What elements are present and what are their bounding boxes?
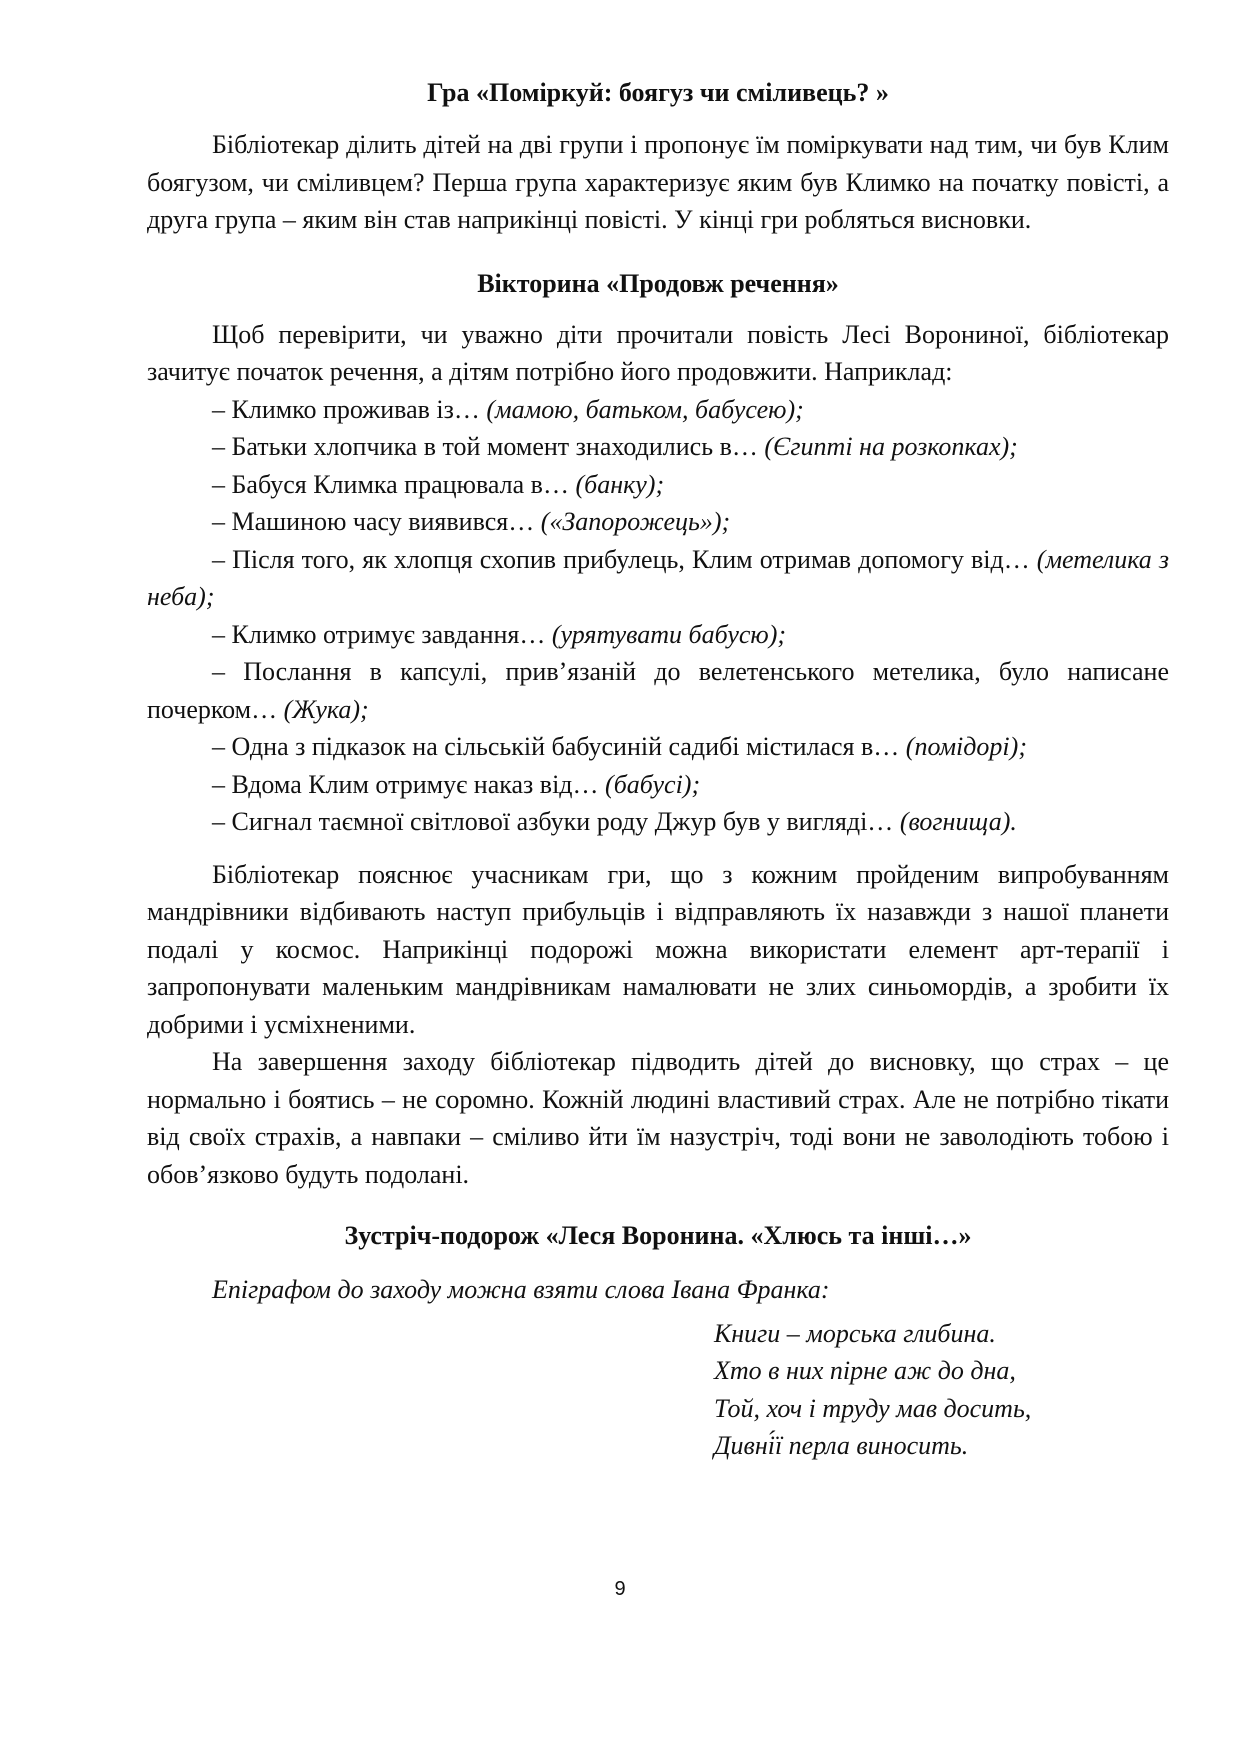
quiz-answer: (Жука); [283,694,369,724]
quiz-answer: (вогнища). [899,807,1017,836]
list-item [147,466,1169,504]
list-item [147,616,1169,654]
section-title-game: Гра «Поміркуй: боягуз чи сміливець? » [427,78,889,107]
poem-line: Хто в них пірне аж до дна, [714,1356,1016,1385]
quiz-answer: (мамою, батьком, бабусею); [486,394,804,424]
quiz-prompt: – Машиною часу виявився… [212,507,541,536]
quiz-answer: (помідорі); [905,732,1027,761]
poem-line: Дивні́ї перла виносить. [714,1431,969,1460]
list-item [147,541,1169,616]
list-item [147,391,1169,429]
quiz-answer: (урятувати бабусю); [551,619,787,649]
quiz-list [147,391,1169,841]
quiz-prompt: – Послання в капсулі, прив’язаній до велетенського метелика, було написане почерком… [147,657,1169,724]
list-item [147,428,1169,466]
poem-line: Книги – морська глибина. [714,1318,996,1348]
explanation-paragraph: Бібліотекар пояснює учасникам гри, що з кожним пройденим випробуванням мандрівники відбивають наступ прибульців і відправляють їх назавжди з нашої планети подалі у космос. Наприкінці подорожі можна використати елемент арт-терапії і запропонувати маленьким мандрівникам намалювати не злих синьомордів, а зробити їх добрими і усміхненими. [147,859,1169,1039]
quiz-answer: (метелика з неба); [147,544,1169,611]
list-item [147,766,1169,804]
list-item [147,803,1169,841]
list-item [147,653,1169,728]
quiz-answer: (банку); [575,469,665,499]
poem-line: Той, хоч і труду мав досить, [714,1393,1032,1423]
list-item [147,503,1169,541]
quiz-prompt: – Батьки хлопчика в той момент знаходились в… [212,432,765,461]
quiz-prompt: – Одна з підказок на сільській бабусиній садибі містилася в… [212,732,906,761]
quiz-answer: (Єгипті на розкопках); [764,432,1018,461]
game-paragraph: Бібліотекар ділить дітей на дві групи і пропонує їм поміркувати над тим, чи був Клим боягузом, чи сміливцем? Перша група характеризує яким був Климко на початку повісті, а друга група – яким він став наприкінці повісті. У кінці гри робляться висновки. [147,130,1169,234]
document-page [147,74,1169,1465]
quiz-answer: («Запорожець»); [540,507,731,536]
quiz-prompt: – Климко отримує завдання… [212,619,552,649]
section-title-quiz: Вікторина «Продовж речення» [477,268,839,298]
epigraph-intro: Епіграфом до заходу можна взяти слова Івана Франка: [212,1275,830,1304]
quiz-prompt: – Бабуся Климка працювала в… [212,469,576,499]
quiz-prompt: – Вдома Клим отримує наказ від… [212,769,606,799]
list-item [147,728,1169,766]
quiz-prompt: – Після того, як хлопця схопив прибулець, Клим отримав допомогу від… [212,544,1037,574]
conclusion-paragraph: На завершення заходу бібліотекар підводить дітей до висновку, що страх – це нормально і боятись – не соромно. Кожній людині властивий страх. Але не потрібно тікати від своїх страхів, а навпаки – сміливо йти їм назустріч, тоді вони не заволодіють тобою і обов’язково будуть подолані. [147,1047,1169,1189]
quiz-prompt: – Климко проживав із… [212,394,487,424]
page-number: 9 [614,1578,626,1600]
section-title-meeting: Зустріч-подорож «Леся Воронина. «Хлюсь та інші…» [344,1221,972,1250]
quiz-answer: (бабусі); [605,769,701,799]
quiz-intro: Щоб перевірити, чи уважно діти прочитали повість Лесі Ворониної, бібліотекар зачитує початок речення, а дітям потрібно його продовжити. Наприклад: [147,319,1169,386]
epigraph-poem [147,1315,1169,1465]
quiz-prompt: – Сигнал таємної світлової азбуки роду Джур був у вигляді… [212,807,900,836]
